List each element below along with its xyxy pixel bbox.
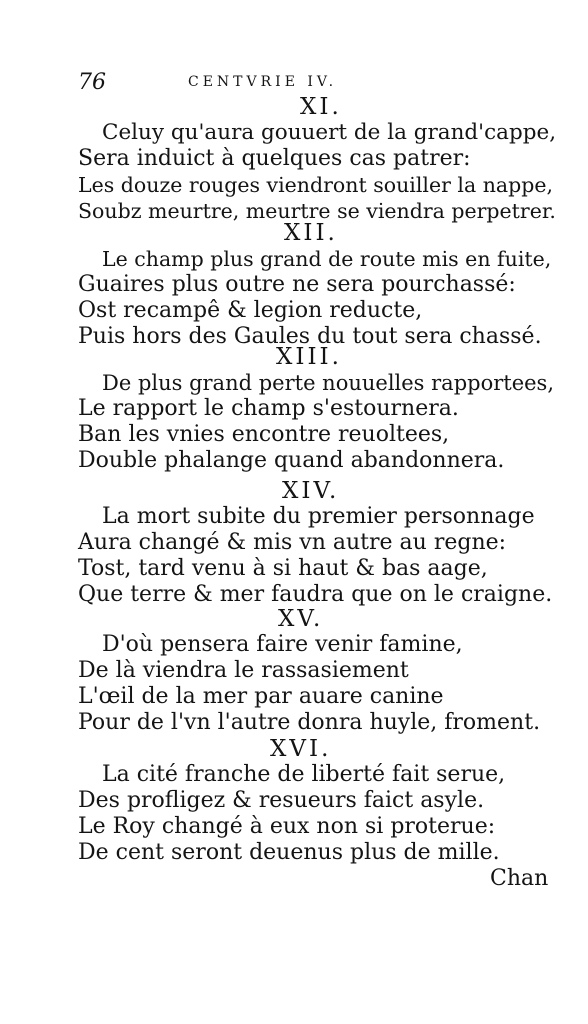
verse-line: Le Roy changé à eux non si proterue:	[78, 814, 496, 839]
verse-line: Aura changé & mis vn autre au regne:	[78, 530, 507, 555]
verse-line: L'œil de la mer par auare canine	[78, 684, 444, 709]
verse-line: D'où pensera faire venir famine,	[102, 632, 463, 657]
verse-line: Que terre & mer faudra que on le craigne.	[78, 582, 553, 607]
running-head: CENTVRIE IV.	[188, 74, 338, 90]
verse-line: Ost recampê & legion reducte,	[78, 298, 423, 323]
verse-line: Puis hors des Gaules du tout sera chassé.	[78, 324, 542, 349]
quatrain-numeral: XVI.	[270, 736, 332, 762]
verse-line: Tost, tard venu à si haut & bas aage,	[78, 556, 488, 581]
quatrain-numeral: XI.	[300, 94, 342, 120]
quatrain-numeral: XIII.	[276, 344, 342, 370]
verse-line: Sera induict à quelques cas patrer:	[78, 146, 471, 171]
verse-line: Guaires plus outre ne sera pourchassé:	[78, 272, 516, 297]
verse-line: Des profligez & resueurs faict asyle.	[78, 788, 485, 813]
catchword: Chan	[490, 866, 549, 891]
verse-line: De cent seront deuenus plus de mille.	[78, 840, 500, 865]
quatrain-numeral: XII.	[284, 220, 338, 246]
verse-line: Soubz meurtre, meurtre se viendra perpetrer.	[78, 199, 556, 223]
verse-line: La cité franche de liberté fait serue,	[102, 762, 506, 787]
verse-line: De là viendra le rassasiement	[78, 658, 409, 683]
verse-line: Le rapport le champ s'estournera.	[78, 396, 459, 421]
quatrain-numeral: XIV.	[282, 478, 340, 504]
verse-line: Le champ plus grand de route mis en fuite,	[102, 247, 552, 271]
verse-line: Pour de l'vn l'autre donra huyle, froment.	[78, 710, 541, 735]
verse-line: Celuy qu'aura gouuert de la grand'cappe,	[102, 120, 557, 145]
verse-line: Les douze rouges viendront souiller la nappe,	[78, 173, 554, 197]
verse-line: La mort subite du premier personnage	[102, 504, 535, 529]
verse-line: Ban les vnies encontre reuoltees,	[78, 422, 450, 447]
page-number: 76	[78, 70, 106, 95]
verse-line: Double phalange quand abandonnera.	[78, 448, 505, 473]
quatrain-numeral: XV.	[278, 606, 324, 632]
verse-line: De plus grand perte nouuelles rapportees,	[102, 371, 555, 395]
